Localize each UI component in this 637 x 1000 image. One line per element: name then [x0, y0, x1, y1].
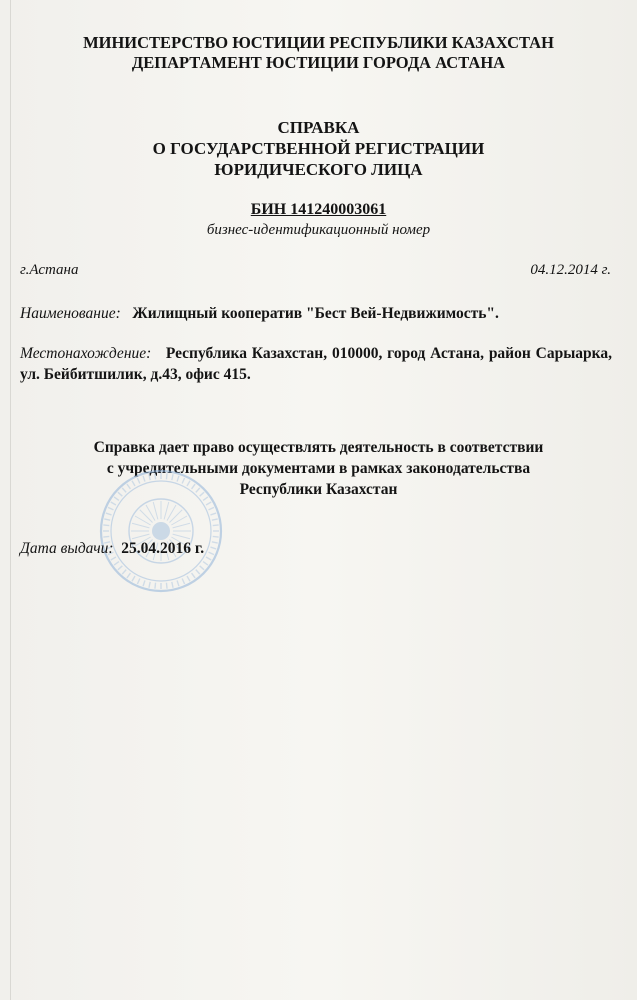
rights-line-3: Республики Казахстан [239, 481, 398, 498]
name-field [20, 303, 499, 324]
location-field [20, 343, 612, 385]
document-subtitle-line1: О ГОСУДАРСТВЕННОЙ РЕГИСТРАЦИИ [152, 139, 485, 158]
bin-value: БИН 141240003061 [250, 201, 387, 218]
registration-date: 04.12.2014 г. [530, 262, 611, 278]
bin-caption: бизнес-идентификационный номер [206, 222, 431, 238]
document-subtitle-line2: ЮРИДИЧЕСКОГО ЛИЦА [214, 160, 423, 179]
department-header: ДЕПАРТАМЕНТ ЮСТИЦИИ ГОРОДА АСТАНА [131, 53, 506, 72]
issue-date-value: 25.04.2016 г. [121, 540, 205, 557]
document-title: СПРАВКА [277, 118, 360, 137]
issue-city: г.Астана [20, 262, 79, 278]
location-value: Республика Казахстан, 010000, город Астана, район Сарыарка, ул. Бейбитшилик, д.43, офис 415. [20, 345, 612, 383]
issue-date-label: Дата выдачи: [20, 540, 114, 557]
bin-number [0, 200, 637, 220]
name-value: Жилищный кооператив "Бест Вей-Недвижимость". [132, 305, 499, 322]
location-label: Местонахождение: [20, 345, 152, 362]
issue-date-field [20, 538, 204, 559]
name-label: Наименование: [20, 305, 121, 322]
rights-line-1: Справка дает право осуществлять деятельность в соответствии [93, 439, 544, 456]
official-seal-stamp [98, 468, 224, 594]
ministry-header: МИНИСТЕРСТВО ЮСТИЦИИ РЕСПУБЛИКИ КАЗАХСТАН [83, 33, 554, 52]
rights-line-2: с учредительными документами в рамках законодательства [106, 460, 531, 477]
